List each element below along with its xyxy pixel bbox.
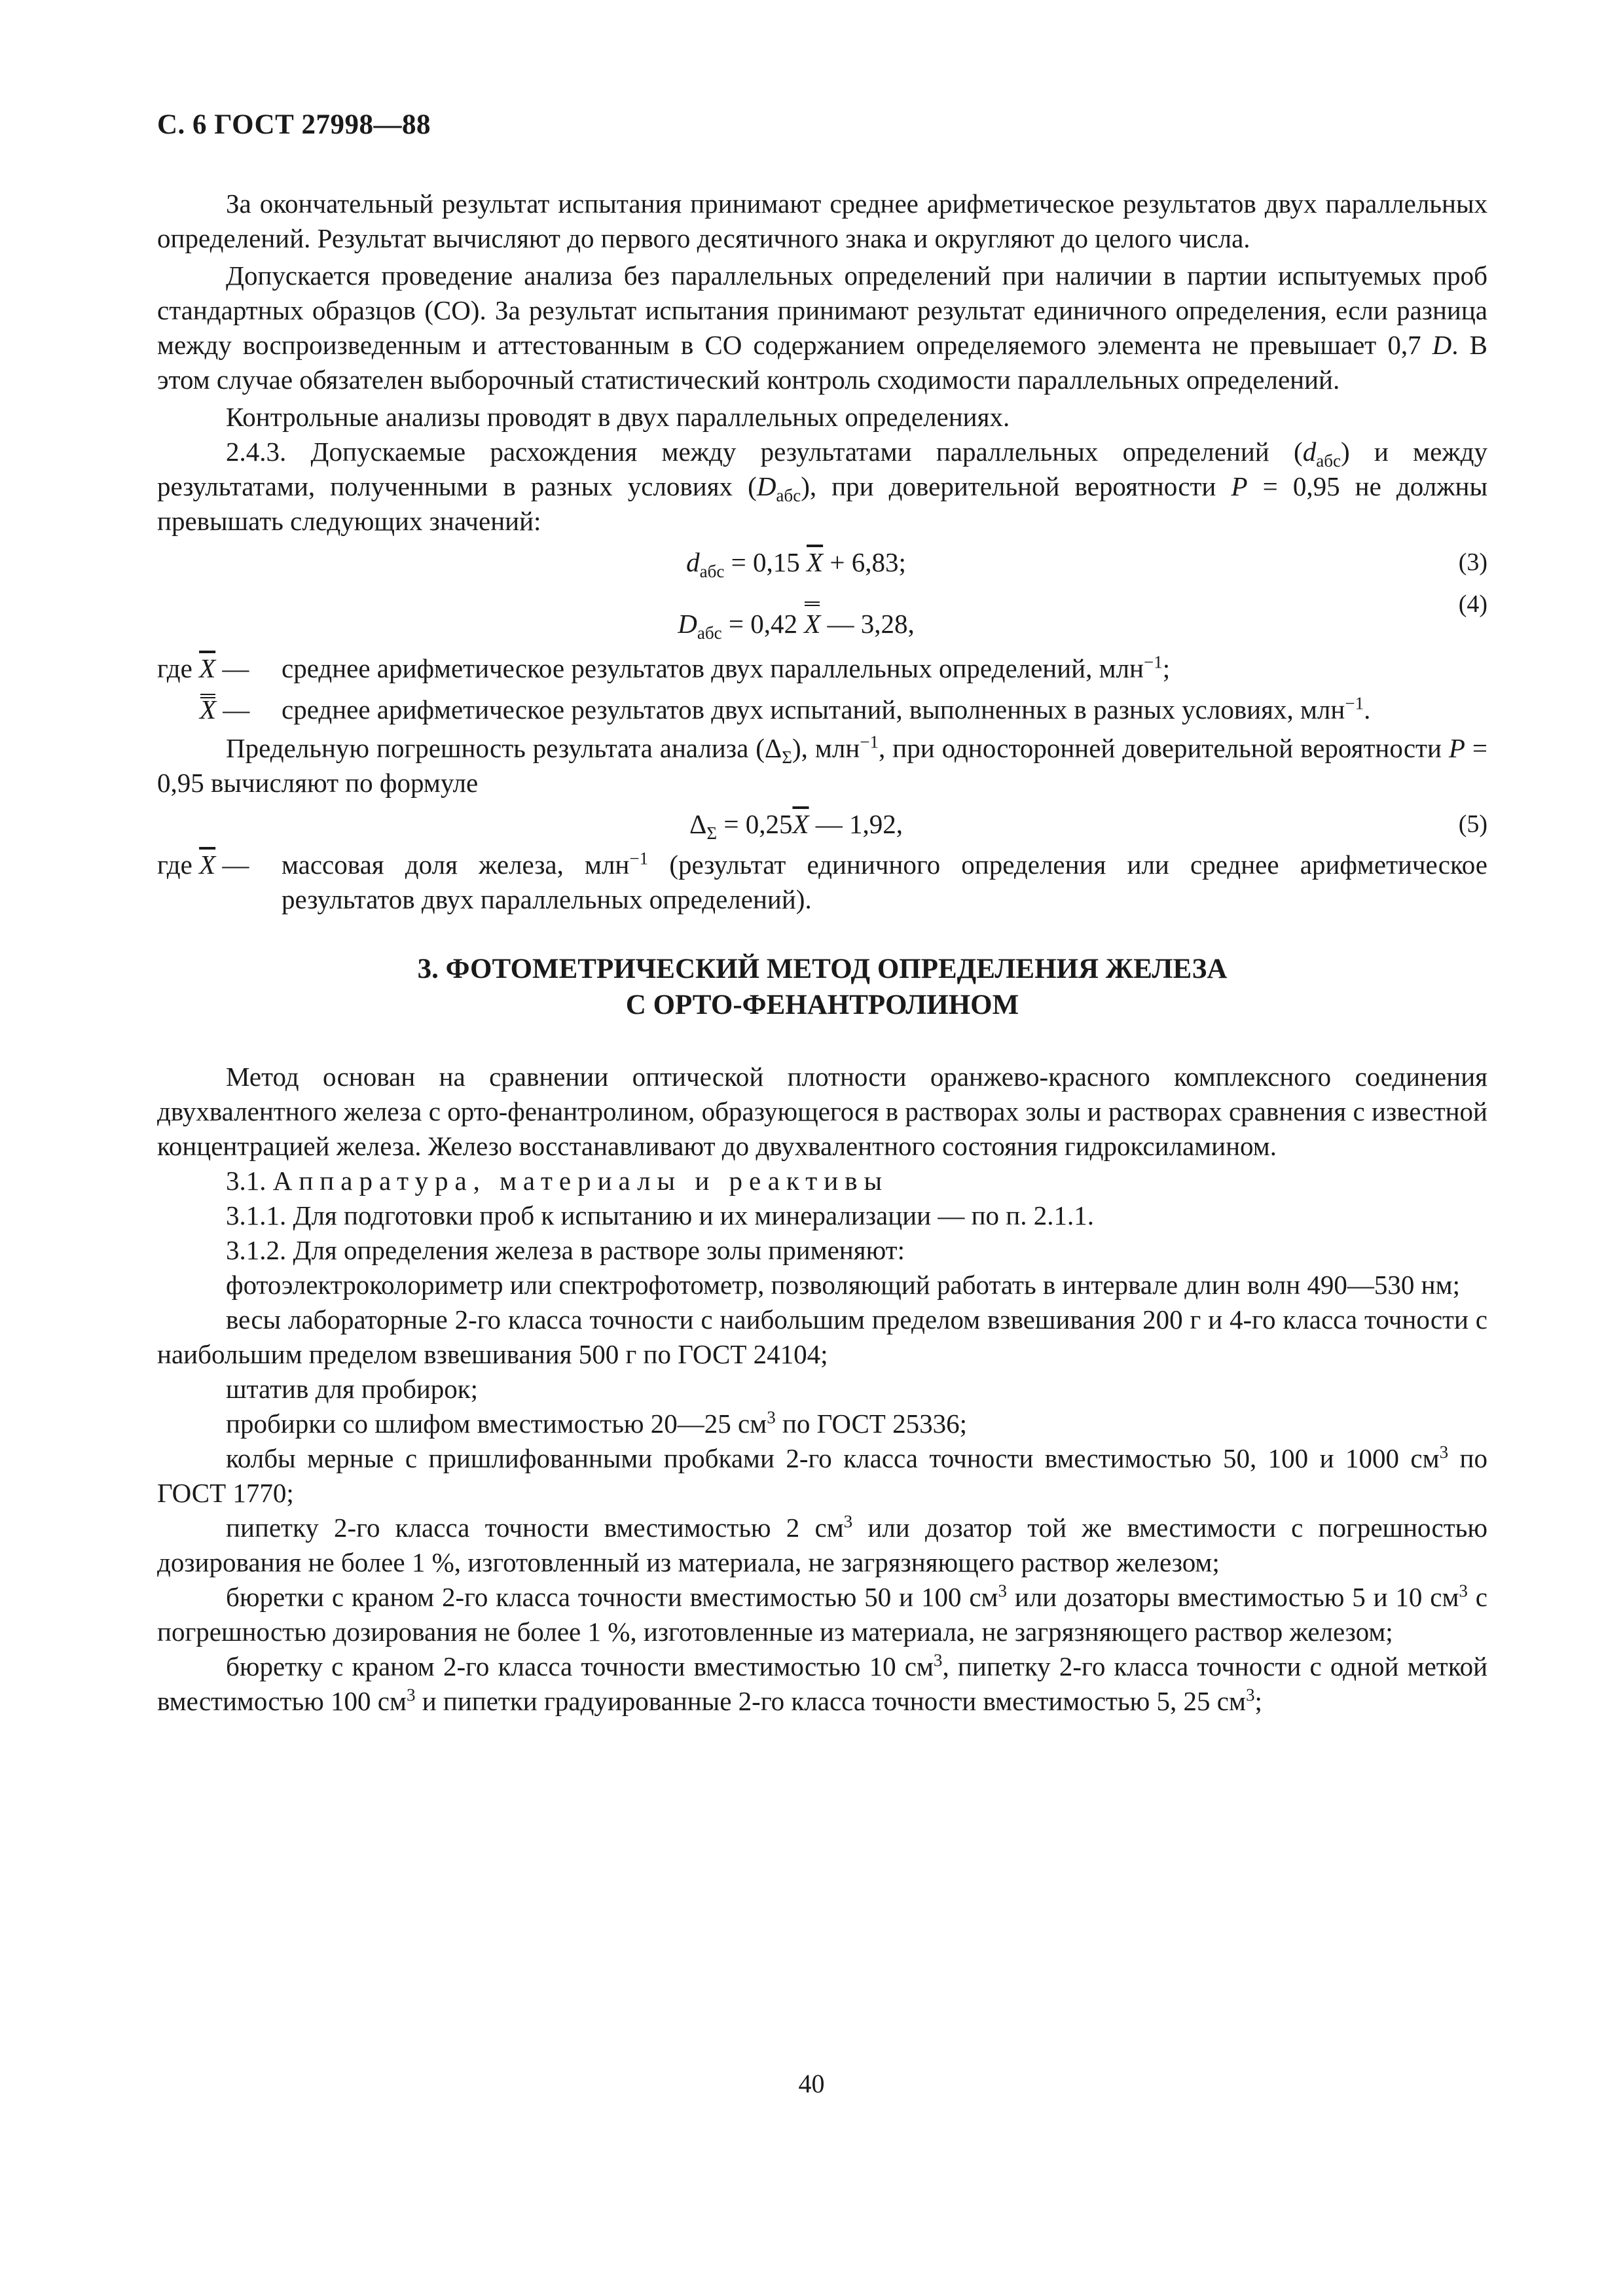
definition-iron-mass-fraction: где $\overline{X}$ — массовая доля железа, млн$^{-1}$ (результат единичного определения или среднее арифметическое результатов двух параллельных определений). [157,848,1488,914]
page-header: С. 6 ГОСТ 27998—88 [157,109,431,140]
definition-x-double-bar: X — среднее арифметическое результатов двух испытаний, выполненных в разных условиях, млн$^{-1}$. [157,692,1487,727]
paragraph-standard-samples: Допускается проведение анализа без параллельных определений при наличии в партии испытуемых проб стандартных образцов (СО). За результат испытания принимают результат единичного определения, если разница между воспроизведенным и аттестованным в СО содержанием определяемого элемента не превышает 0,7 D. В этом случае обязателен выборочный статистический контроль сходимости параллельных определений. [157,260,1487,395]
paragraph-final-result: За окончательный результат испытания принимают среднее арифметическое результатов двух параллельных определений. Результат вычисляют до первого десятичного знака и округляют до целого числа. [157,188,1487,253]
list-item: фотоэлектроколориметр или спектрофотометр, позволяющий работать в интервале длин волн 490—530 нм; [226,1270,1460,1300]
paragraph-control-analyses: Контрольные анализы проводят в двух параллельных определениях. [226,402,1010,432]
list-item: колбы мерные с пришлифованными пробками 2-го класса точности вместимостью 50, 100 и 1000 $см^3$ по ГОСТ 1770; [157,1442,1487,1508]
list-item: пробирки со шлифом вместимостью 20—25 $см^3$ по ГОСТ 25336; [226,1407,967,1439]
subsection-3-1-title: 3.1. Аппаратура, материалы и реактивы [226,1166,889,1196]
paragraph-3-1-2: 3.1.2. Для определения железа в растворе золы применяют: [226,1235,905,1265]
formula-number: (4) [1458,590,1487,618]
paragraph-3-1-1: 3.1.1. Для подготовки проб к испытанию и их минерализации — по п. 2.1.1. [226,1200,1094,1230]
page-content [157,187,1487,1719]
formula-number: (3) [1458,548,1487,576]
paragraph-method-basis: Метод основан на сравнении оптической плотности оранжево-красного комплексного соединения двухвалентного железа с орто-фенантролином, образующегося в растворах золы и растворах сравнения с известной концентрацией железа. Железо восстанавливают до двухвалентного состояния гидроксиламином. [157,1062,1487,1161]
section-3-title: 3. ФОТОМЕТРИЧЕСКИЙ МЕТОД ОПРЕДЕЛЕНИЯ ЖЕЛЕЗА С ОРТО-ФЕНАНТРОЛИНОМ [417,954,1228,1020]
definition-x-bar: где $\overline{X}$ — среднее арифметическое результатов двух параллельных определений, млн$^{-1}$; [157,652,1171,683]
paragraph-error-limit: Предельную погрешность результата анализа $(\Delta_\Sigma)$, млн$^{-1}$, при односторонней доверительной вероятности P = 0,95 вычисляют по формуле [157,732,1488,798]
list-item: пипетку 2-го класса точности вместимостью 2 $см^3$ или дозатор той же вместимости с погрешностью дозирования не более 1 %, изготовленный из материала, не загрязняющего раствор железом; [157,1511,1487,1577]
list-item: бюретки с краном 2-го класса точности вместимостью 50 и 100 $см^3$ или дозаторы вместимостью 5 и 10 $см^3$ с погрешностью дозирования не более 1 %, изготовленные из материала, не загрязняющего раствор железом; [157,1581,1487,1647]
list-item: бюретку с краном 2-го класса точности вместимостью 10 $см^3$, пипетку 2-го класса точности с одной меткой вместимостью 100 $см^3$ и пипетки градуированные 2-го класса точности вместимостью 5, 25 $см^3$; [157,1650,1488,1716]
paragraph-2-4-3: 2.4.3. Допускаемые расхождения между результатами параллельных определений $(d_{абс})$ и между результатами, полученными в разных условиях $(D_{абс})$, при доверительной вероятности P = 0,95 не должны превышать следующих значений: [157,437,1487,536]
list-item: весы лабораторные 2-го класса точности с наибольшим пределом взвешивания 200 г и 4-го класса точности с наибольшим пределом взвешивания 500 г по ГОСТ 24104; [157,1304,1487,1369]
list-item: штатив для пробирок; [226,1374,479,1404]
formula-number: (5) [1458,810,1487,838]
formula-4: $D_{абс} = 0,42$ X — 3,28, (4) [157,586,1487,651]
formula-5: $\Delta_\Sigma = 0,25\overline{X}$ — 1,92, (5) [157,800,1487,848]
page-number: 40 [798,2069,825,2098]
formula-3: $d_{абс} = 0,15$ $\overline{X} + 6,83$; (3) [157,539,1487,586]
